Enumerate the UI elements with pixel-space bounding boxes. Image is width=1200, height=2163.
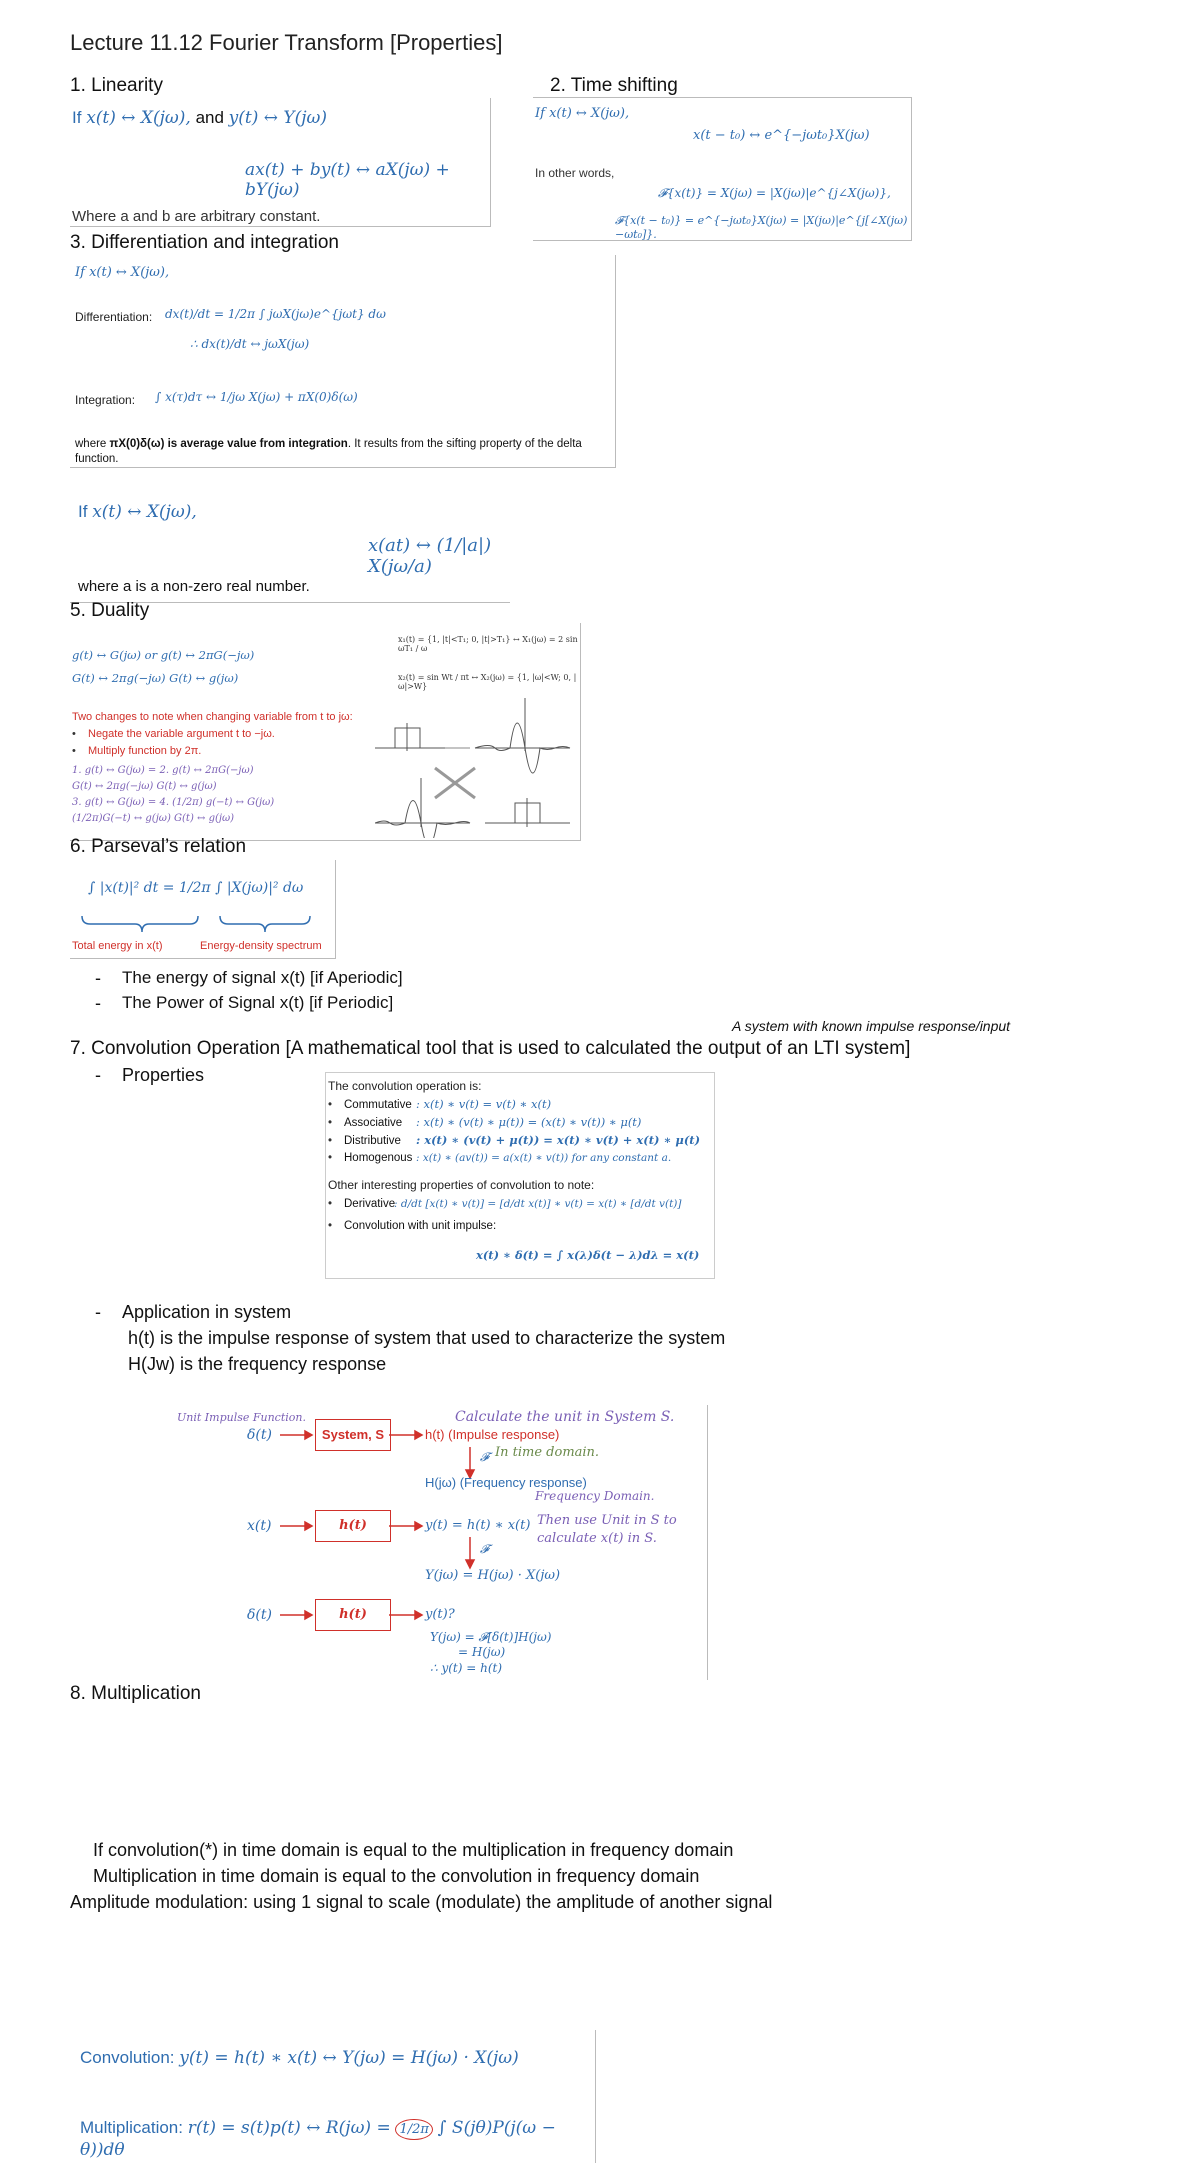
diffint-clip xyxy=(70,255,616,468)
scaling-given xyxy=(78,502,197,522)
bullet-icon xyxy=(328,1220,344,1232)
convolution-side-note: A system with known impulse response/input xyxy=(732,1018,1011,1034)
bullet-icon xyxy=(328,1198,344,1210)
hand-frequency-domain: Frequency Domain. xyxy=(535,1489,655,1503)
application-label: Application in system xyxy=(122,1302,292,1322)
parseval-clip xyxy=(70,860,336,959)
delta-input-1: δ(t) xyxy=(247,1427,272,1443)
fourier-symbol-2: 𝓕 xyxy=(480,1542,489,1556)
conv-unit-eq: x(t) ∗ δ(t) = ∫ x(λ)δ(t − λ)dλ = x(t) xyxy=(476,1248,700,1262)
duality-hand-line: (1/2π)G(−t) ↔ g(jω) G(t) ↔ g(jω) xyxy=(72,813,235,824)
linearity-and: and xyxy=(195,108,224,127)
conv-unit-impulse-text: Convolution with unit impulse: xyxy=(344,1220,497,1232)
diffint-where-prefix: where xyxy=(75,438,107,450)
h-box-1: h(t) xyxy=(315,1510,391,1542)
multiplication-line-1: If convolution(*) in time domain is equal to the multiplication in frequency domain xyxy=(93,1840,734,1860)
duality-eq1: g(t) ↔ G(jω) or g(t) ↔ 2πG(−jω) xyxy=(72,648,255,662)
conv-prop-associative xyxy=(328,1114,700,1132)
Y2-line-b: = H(jω) xyxy=(458,1645,506,1659)
conv-derivative xyxy=(328,1198,681,1210)
diff-result: ∴ dx(t)/dt ↔ jωX(jω) xyxy=(190,337,310,351)
conv-props-list xyxy=(328,1096,700,1167)
x-input: x(t) xyxy=(247,1518,272,1534)
conv-prop-name: Homogenous xyxy=(344,1152,413,1164)
y-convolution-eq: y(t) = h(t) ∗ x(t) xyxy=(425,1518,531,1533)
conv-prop-commutative xyxy=(328,1096,700,1114)
conv-derivative-eq: : d/dt [x(t) ∗ v(t)] = [d/dt x(t)] ∗ v(t) = x(t) ∗ [d/dt v(t)] xyxy=(394,1198,682,1210)
page-title: Lecture 11.12 Fourier Transform [Properties] xyxy=(70,30,503,55)
bullet-icon xyxy=(328,1099,344,1111)
int-label: Integration: xyxy=(75,393,136,407)
y-question: y(t)? xyxy=(425,1607,455,1622)
h-box-2: h(t) xyxy=(315,1599,391,1631)
conv-prop-eq: : x(t) ∗ v(t) = v(t) ∗ x(t) xyxy=(416,1097,552,1111)
linearity-x-pair: x(t) ↔ X(jω), xyxy=(86,108,191,128)
timeshift-other-words: In other words, xyxy=(535,166,615,180)
timeshift-clip xyxy=(533,97,912,241)
linearity-clip xyxy=(70,98,491,227)
section-timeshift-heading: 2. Time shifting xyxy=(550,75,678,96)
conv-prop-name: Commutative xyxy=(344,1099,412,1111)
duality-note-2-text: Multiply function by 2π. xyxy=(88,745,202,757)
conv-prop-name: Associative xyxy=(344,1117,403,1129)
hand-then-1: Then use Unit in S to xyxy=(537,1513,677,1528)
parseval-label-left: Total energy in x(t) xyxy=(72,940,163,952)
Y2-line-a: Y(jω) = 𝓕[δ(t)]H(jω) xyxy=(430,1630,552,1644)
conv-derivative-name: Derivative xyxy=(344,1198,396,1210)
section-diffint-heading: 3. Differentiation and integration xyxy=(70,232,339,253)
bullet-icon xyxy=(328,1135,344,1147)
impulse-response-output: h(t) (Impulse response) xyxy=(425,1427,560,1442)
diffint-given: If x(t) ↔ X(jω), xyxy=(75,265,170,280)
conv-prop-name: Distributive xyxy=(344,1135,401,1147)
duality-hand-line: 3. g(t) ↔ G(jω) = 4. (1/2π) g(−t) ↔ G(jω) xyxy=(72,797,275,808)
mult-summary xyxy=(80,2118,595,2160)
conv-summary-eq: y(t) = h(t) ∗ x(t) ↔ Y(jω) = H(jω) · X(jω) xyxy=(179,2048,519,2068)
parseval-label-right: Energy-density spectrum xyxy=(200,940,322,952)
fourier-symbol-1: 𝓕 xyxy=(480,1450,489,1464)
section-duality-heading: 5. Duality xyxy=(70,600,150,621)
conv-summary xyxy=(80,2048,519,2068)
diffint-where-bold: πX(0)δ(ω) is average value from integration xyxy=(109,438,348,450)
diffint-where xyxy=(75,437,610,467)
dash-marker: - xyxy=(95,1065,101,1085)
section-parseval-heading: 6. Parseval’s relation xyxy=(70,836,247,857)
duality-note-title: Two changes to note when changing variable from t to jω: xyxy=(72,711,353,723)
system-s-box: System, S xyxy=(315,1419,391,1451)
hand-time-domain: In time domain. xyxy=(495,1445,600,1460)
conv-prop-eq: : x(t) ∗ (v(t) ∗ μ(t)) = (x(t) ∗ v(t)) ∗ μ(t) xyxy=(416,1115,642,1129)
Y-product-eq: Y(jω) = H(jω) · X(jω) xyxy=(425,1568,561,1583)
mult-summary-label: Multiplication: xyxy=(80,2118,183,2137)
mult-summary-eq-b: ∫ S(jθ)P(j(ω − θ))dθ xyxy=(80,2118,556,2160)
parseval-item-2: The Power of Signal x(t) [if Periodic] xyxy=(122,993,394,1012)
hand-calc-unit: Calculate the unit in System S. xyxy=(455,1409,675,1425)
scaling-if: If xyxy=(78,502,88,521)
conv-summary-label: Convolution: xyxy=(80,2048,175,2067)
duality-note-1-text: Negate the variable argument t to −jω. xyxy=(88,728,275,740)
bullet-icon xyxy=(328,1117,344,1129)
bullet-icon xyxy=(328,1152,344,1164)
scaling-result: x(at) ↔ (1/|a|) X(jω/a) xyxy=(368,535,492,577)
system-diagram-clip xyxy=(175,1405,708,1680)
hand-unit-impulse: Unit Impulse Function. xyxy=(177,1411,306,1424)
application-line-1: h(t) is the impulse response of system that used to characterize the system xyxy=(128,1328,726,1348)
section-multiplication-heading: 8. Multiplication xyxy=(70,1683,201,1704)
parseval-braces xyxy=(80,912,330,938)
bullet-icon xyxy=(72,745,88,757)
Y2-line-c: ∴ y(t) = h(t) xyxy=(430,1661,503,1675)
conv-other-title: Other interesting properties of convolution to note: xyxy=(328,1178,595,1192)
scaling-clip xyxy=(70,490,510,603)
conv-prop-homogenous xyxy=(328,1150,700,1167)
linearity-given xyxy=(72,108,327,128)
conv-prop-distributive xyxy=(328,1132,700,1150)
multiplication-line-2: Multiplication in time domain is equal to the convolution in frequency domain xyxy=(93,1866,700,1886)
convolution-properties-label: Properties xyxy=(122,1065,205,1085)
duality-hand-line: 1. g(t) ↔ G(jω) = 2. g(t) ↔ 2πG(−jω) xyxy=(72,765,254,776)
timeshift-result: x(t − t₀) ↔ e^{−jωt₀}X(jω) xyxy=(693,128,870,143)
duality-handwritten xyxy=(72,763,274,827)
scaling-x-pair: x(t) ↔ X(jω), xyxy=(92,502,197,522)
scaling-footer: where a is a non-zero real number. xyxy=(78,578,310,595)
linearity-result: ax(t) + by(t) ↔ aX(jω) + bY(jω) xyxy=(245,160,450,200)
frequency-response: H(jω) (Frequency response) xyxy=(425,1475,587,1490)
timeshift-f2: 𝓕{x(t − t₀)} = e^{−jωt₀}X(jω) = |X(jω)|e^{j[∠X(jω)−ωt₀]}. xyxy=(615,214,908,241)
linearity-y-pair: y(t) ↔ Y(jω) xyxy=(228,108,328,128)
delta-input-2: δ(t) xyxy=(247,1607,272,1623)
dash-marker: - xyxy=(95,968,101,988)
duality-sinc-pair: x₂(t) = sin Wt / πt ↔ X₂(jω) = {1, |ω|<W; 0, |ω|>W} xyxy=(398,673,577,691)
bullet-icon xyxy=(72,728,88,740)
parseval-equation: ∫ |x(t)|² dt = 1/2π ∫ |X(jω)|² dω xyxy=(88,880,304,896)
mult-summary-eq-a: r(t) = s(t)p(t) ↔ R(jω) = xyxy=(187,2118,391,2138)
diff-label: Differentiation: xyxy=(75,310,153,324)
duality-eq2: G(t) ↔ 2πg(−jω) G(t) ↔ g(jω) xyxy=(72,671,239,685)
hand-then-2: calculate x(t) in S. xyxy=(537,1531,657,1546)
dash-marker: - xyxy=(95,1302,101,1322)
parseval-item-1: The energy of signal x(t) [if Aperiodic] xyxy=(122,968,403,987)
duality-hand-line: G(t) ↔ 2πg(−jω) G(t) ↔ g(jω) xyxy=(72,781,217,792)
diff-equation: dx(t)/dt = 1/2π ∫ jωX(jω)e^{jωt} dω xyxy=(165,307,386,321)
conv-unit-impulse xyxy=(328,1220,496,1232)
timeshift-f1: 𝓕{x(t)} = X(jω) = |X(jω)|e^{j∠X(jω)}, xyxy=(658,186,891,200)
conv-prop-eq: : x(t) ∗ (av(t)) = a(x(t) ∗ v(t)) for any constant a. xyxy=(416,1152,672,1164)
duality-rect-pair: x₁(t) = {1, |t|<T₁; 0, |t|>T₁} ↔ X₁(jω) = 2 sin ωT₁ / ω xyxy=(398,635,578,653)
linearity-footer: Where a and b are arbitrary constant. xyxy=(72,208,321,225)
section-linearity-heading: 1. Linearity xyxy=(70,75,163,96)
linearity-if: If xyxy=(72,108,82,127)
duality-plots-graphic xyxy=(375,693,575,838)
timeshift-given: If x(t) ↔ X(jω), xyxy=(535,106,630,121)
duality-clip xyxy=(70,623,581,841)
diffint-where-rest: . It results from the sifting property of the delta function. xyxy=(75,438,582,465)
duality-note-1 xyxy=(72,728,275,740)
mult-circled-fraction: 1/2π xyxy=(395,2119,432,2140)
conv-box-title: The convolution operation is: xyxy=(328,1079,482,1093)
conv-prop-eq: : x(t) ∗ (v(t) + μ(t)) = x(t) ∗ v(t) + x(t) ∗ μ(t) xyxy=(416,1133,701,1147)
section-convolution-heading: 7. Convolution Operation [A mathematical tool that is used to calculated the output of an LTI system] xyxy=(70,1038,911,1059)
dash-marker: - xyxy=(95,993,101,1013)
conv-mult-clip xyxy=(70,2030,596,2163)
int-equation: ∫ x(τ)dτ ↔ 1/jω X(jω) + πX(0)δ(ω) xyxy=(155,390,358,404)
convolution-properties-clip xyxy=(325,1072,715,1279)
sinc-curve-2 xyxy=(375,801,470,839)
duality-note-2 xyxy=(72,745,201,757)
application-line-2: H(Jw) is the frequency response xyxy=(128,1354,387,1374)
multiplication-line-3: Amplitude modulation: using 1 signal to scale (modulate) the amplitude of another signal xyxy=(70,1892,773,1912)
